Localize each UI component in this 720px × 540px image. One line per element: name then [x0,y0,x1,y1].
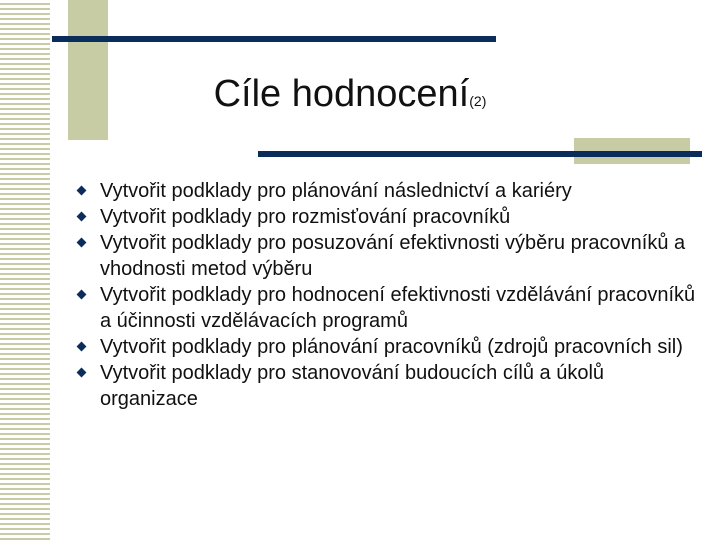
slide-title-text: Cíle hodnocení [213,73,470,115]
list-item [70,334,706,360]
diamond-bullet-icon [77,238,87,248]
list-item [70,204,706,230]
slide-title [70,66,630,129]
list-item [70,230,706,282]
list-item [70,360,706,412]
slide-title-sub: (2) [469,93,487,109]
list-item-text: Vytvořit podklady pro posuzování efektivnosti výběru pracovníků a vhodnosti metod výběru [100,232,686,280]
list-item-text: Vytvořit podklady pro plánování pracovníků (zdrojů pracovních sil) [100,336,683,358]
list-item-text: Vytvořit podklady pro rozmisťování pracovníků [100,206,511,228]
diamond-bullet-icon [77,368,87,378]
decorative-stripes [0,0,50,540]
list-item-text: Vytvořit podklady pro stanovování budoucích cílů a úkolů organizace [100,362,605,410]
diamond-bullet-icon [77,290,87,300]
list-item [70,178,706,204]
bottom-rule [258,151,702,157]
diamond-bullet-icon [77,212,87,222]
diamond-bullet-icon [77,186,87,196]
top-rule [52,36,496,42]
list-item-text: Vytvořit podklady pro hodnocení efektivnosti vzdělávání pracovníků a účinnosti vzdělávacích programů [100,284,696,332]
list-item-text: Vytvořit podklady pro plánování následnictví a kariéry [100,180,572,202]
bullet-list [70,178,706,412]
diamond-bullet-icon [77,342,87,352]
list-item [70,282,706,334]
